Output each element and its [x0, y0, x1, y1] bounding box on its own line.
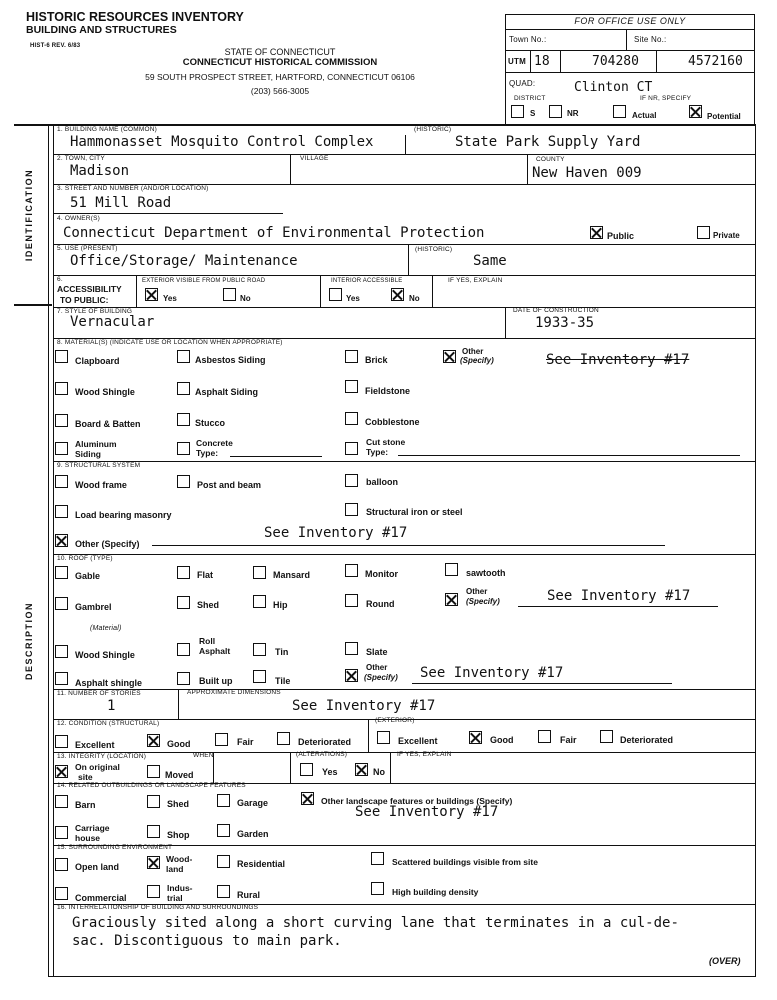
structural-excellent-checkbox[interactable]	[55, 735, 68, 748]
roof-other-value: See Inventory #17	[547, 588, 691, 604]
material-other-checkbox[interactable]	[443, 350, 456, 363]
surrounding-label: 15. SURROUNDING ENVIRONMENT	[57, 844, 173, 851]
utm-zone: 18	[534, 54, 550, 69]
built-up-label: Built up	[199, 676, 233, 686]
commission-phone: (203) 566-3005	[250, 86, 310, 96]
street-value: 51 Mill Road	[70, 195, 172, 211]
construction-date-label: DATE OF CONSTRUCTION	[513, 307, 599, 314]
nr-potential-label: Potential	[707, 112, 741, 121]
structural-other-label: Other (Specify)	[75, 539, 140, 549]
cut-stone-type-label: Type:	[366, 447, 389, 457]
integrity-alterations-label: (ALTERATIONS)	[296, 751, 348, 758]
exterior-deteriorated-checkbox[interactable]	[600, 730, 613, 743]
gable-label: Gable	[75, 571, 101, 581]
round-checkbox[interactable]	[345, 594, 358, 607]
monitor-checkbox[interactable]	[345, 564, 358, 577]
alterations-yes-checkbox[interactable]	[300, 763, 313, 776]
interrelationship-label: 16. INTERRELATIONSHIP OF BUILDING AND SURROUNDINGS	[57, 904, 259, 911]
concrete-label: Concrete	[196, 438, 233, 448]
accessibility-explain-label: IF YES, EXPLAIN	[448, 277, 503, 284]
building-name-common: Hammonasset Mosquito Control Complex	[70, 134, 374, 150]
interrelationship-line-2: sac. Discontiguous to main park.	[72, 933, 342, 949]
exterior-yes-label: Yes	[163, 294, 177, 303]
concrete-type-label: Type:	[196, 448, 219, 458]
hip-checkbox[interactable]	[253, 595, 266, 608]
roll-asphalt-label: Asphalt	[199, 646, 231, 656]
industrial-label: Indus-	[167, 883, 193, 893]
building-name-label: 1. BUILDING NAME (COMMON)	[57, 126, 157, 133]
stories-label: 11. NUMBER OF STORIES	[57, 690, 141, 697]
scattered-buildings-label: Scattered buildings visible from site	[392, 857, 538, 867]
flat-checkbox[interactable]	[177, 566, 190, 579]
alterations-no-checkbox[interactable]	[355, 763, 368, 776]
district-s-label: S	[530, 109, 536, 118]
materials-label: 8. MATERIAL(S) (INDICATE USE OR LOCATION WHEN APPROPRIATE)	[57, 339, 283, 346]
identification-side-label: IDENTIFICATION	[24, 168, 34, 262]
shop-label: Shop	[167, 830, 190, 840]
related-other-value: See Inventory #17	[355, 804, 499, 820]
related-other-label: Other landscape features or buildings (Specify)	[321, 796, 513, 806]
district-nr-label: NR	[567, 109, 579, 118]
sawtooth-checkbox[interactable]	[445, 563, 458, 576]
slate-label: Slate	[366, 647, 388, 657]
roof-type-label: 10. ROOF (TYPE)	[57, 555, 113, 562]
roof-wood-shingle-checkbox[interactable]	[55, 645, 68, 658]
accessibility-label-b: TO PUBLIC:	[60, 295, 109, 305]
commercial-checkbox[interactable]	[55, 887, 68, 900]
utm-northing: 4572160	[688, 54, 743, 69]
public-checkbox[interactable]	[590, 226, 603, 239]
iron-steel-checkbox[interactable]	[345, 503, 358, 516]
tin-label: Tin	[275, 647, 289, 657]
iron-steel-label: Structural iron or steel	[366, 507, 463, 517]
related-other-checkbox[interactable]	[301, 792, 314, 805]
roof-specify-label: (Specify)	[466, 597, 500, 606]
roof-material-other-value: See Inventory #17	[420, 665, 564, 681]
stucco-checkbox[interactable]	[177, 413, 190, 426]
clapboard-label: Clapboard	[75, 356, 120, 366]
condition-structural-label: 12. CONDITION (STRUCTURAL)	[57, 720, 160, 727]
building-historic-label: (HISTORIC)	[414, 126, 452, 133]
woodland-checkbox[interactable]	[147, 856, 160, 869]
structural-excellent-label: Excellent	[75, 740, 115, 750]
accessibility-label: ACCESSIBILITY	[57, 284, 122, 294]
form-code: HIST-6 REV. 6/83	[30, 43, 81, 49]
residential-checkbox[interactable]	[217, 855, 230, 868]
exterior-good-label: Good	[490, 735, 514, 745]
if-nr-label: IF NR, SPECIFY	[640, 95, 692, 102]
nr-actual-label: Actual	[632, 111, 657, 120]
carriage-house-label: Carriage	[75, 823, 110, 833]
office-use-title: FOR OFFICE USE ONLY	[574, 16, 686, 26]
nr-potential-checkbox[interactable]	[689, 105, 702, 118]
interior-no-checkbox[interactable]	[391, 288, 404, 301]
district-nr-checkbox[interactable]	[549, 105, 562, 118]
rural-checkbox[interactable]	[217, 885, 230, 898]
private-label: Private	[713, 231, 740, 240]
exterior-no-checkbox[interactable]	[223, 288, 236, 301]
integrity-label: 13. INTEGRITY (LOCATION)	[57, 753, 147, 760]
structural-deteriorated-label: Deteriorated	[298, 737, 352, 747]
village-label: VILLAGE	[300, 155, 329, 162]
structural-fair-label: Fair	[237, 737, 254, 747]
tile-label: Tile	[275, 676, 291, 686]
structural-other-value: See Inventory #17	[264, 525, 408, 541]
exterior-excellent-label: Excellent	[398, 736, 438, 746]
board-batten-label: Board & Batten	[75, 419, 141, 429]
slate-checkbox[interactable]	[345, 642, 358, 655]
on-original-site-label-b: site	[78, 772, 93, 782]
public-label: Public	[607, 231, 635, 241]
use-historic-value: Same	[473, 253, 507, 269]
material-other-value: See Inventory #17	[546, 352, 690, 368]
use-present-value: Office/Storage/ Maintenance	[70, 253, 298, 269]
use-present-label: 5. USE (PRESENT)	[57, 245, 118, 252]
interior-no-label: No	[409, 294, 420, 303]
garden-checkbox[interactable]	[217, 824, 230, 837]
concrete-checkbox[interactable]	[177, 442, 190, 455]
moved-label: Moved	[165, 770, 194, 780]
on-original-site-checkbox[interactable]	[55, 765, 68, 778]
condition-exterior-label: (EXTERIOR)	[375, 717, 415, 724]
sawtooth-label: sawtooth	[466, 568, 506, 578]
material-specify-label: (Specify)	[460, 356, 494, 365]
description-side-label: DESCRIPTION	[24, 602, 34, 681]
structural-good-checkbox[interactable]	[147, 734, 160, 747]
carriage-house-checkbox[interactable]	[55, 826, 68, 839]
roof-material-other-label: Other	[366, 663, 388, 672]
interior-yes-label: Yes	[346, 294, 360, 303]
structural-deteriorated-checkbox[interactable]	[277, 732, 290, 745]
owner-value: Connecticut Department of Environmental Protection	[63, 225, 485, 241]
exterior-excellent-checkbox[interactable]	[377, 731, 390, 744]
brick-label: Brick	[365, 355, 388, 365]
town-label: 2. TOWN, CITY	[57, 155, 105, 162]
dimensions-label: APPROXIMATE DIMENSIONS	[187, 689, 281, 696]
town-no-label: Town No.:	[509, 35, 547, 44]
exterior-visible-label: EXTERIOR VISIBLE FROM PUBLIC ROAD	[142, 278, 266, 284]
alterations-no-label: No	[373, 767, 385, 777]
commission-address: 59 SOUTH PROSPECT STREET, HARTFORD, CONNECTICUT 06106	[145, 72, 415, 82]
exterior-yes-checkbox[interactable]	[145, 288, 158, 301]
roof-material-label: (Material)	[90, 625, 122, 632]
monitor-label: Monitor	[365, 569, 398, 579]
roof-material-other-checkbox[interactable]	[345, 669, 358, 682]
style-label: 7. STYLE OF BUILDING	[57, 308, 133, 315]
roll-asphalt-checkbox[interactable]	[177, 643, 190, 656]
private-checkbox[interactable]	[697, 226, 710, 239]
material-other-label: Other	[462, 347, 484, 356]
structural-fair-checkbox[interactable]	[215, 733, 228, 746]
nr-actual-checkbox[interactable]	[613, 105, 626, 118]
building-name-historic: State Park Supply Yard	[455, 134, 641, 150]
utm-easting: 704280	[592, 54, 639, 69]
barn-label: Barn	[75, 800, 96, 810]
roof-shed-checkbox[interactable]	[177, 596, 190, 609]
barn-checkbox[interactable]	[55, 795, 68, 808]
cut-stone-label: Cut stone	[366, 437, 406, 447]
built-up-checkbox[interactable]	[177, 672, 190, 685]
tin-checkbox[interactable]	[253, 643, 266, 656]
form-subtitle: BUILDING AND STRUCTURES	[26, 24, 177, 36]
cobblestone-label: Cobblestone	[365, 417, 420, 427]
exterior-deteriorated-label: Deteriorated	[620, 735, 674, 745]
owner-label: 4. OWNER(S)	[57, 215, 101, 222]
form-title: HISTORIC RESOURCES INVENTORY	[26, 10, 244, 24]
exterior-fair-label: Fair	[560, 735, 577, 745]
woodland-label: Wood-	[166, 854, 193, 864]
industrial-label-b: trial	[167, 893, 183, 903]
garage-label: Garage	[237, 798, 269, 808]
asphalt-siding-checkbox[interactable]	[177, 382, 190, 395]
structural-other-checkbox[interactable]	[55, 534, 68, 547]
exterior-fair-checkbox[interactable]	[538, 730, 551, 743]
scattered-buildings-checkbox[interactable]	[371, 852, 384, 865]
related-shed-label: Shed	[167, 799, 190, 809]
tile-checkbox[interactable]	[253, 670, 266, 683]
exterior-good-checkbox[interactable]	[469, 731, 482, 744]
asbestos-siding-label: Asbestos Siding	[195, 355, 266, 365]
gable-checkbox[interactable]	[55, 566, 68, 579]
alterations-yes-label: Yes	[322, 767, 338, 777]
exterior-no-label: No	[240, 294, 251, 303]
fieldstone-checkbox[interactable]	[345, 380, 358, 393]
mansard-checkbox[interactable]	[253, 566, 266, 579]
district-label: DISTRICT	[514, 95, 546, 102]
roof-other-checkbox[interactable]	[445, 593, 458, 606]
style-value: Vernacular	[70, 314, 155, 330]
carriage-house-label-b: house	[75, 833, 101, 843]
district-s-checkbox[interactable]	[511, 105, 524, 118]
interior-yes-checkbox[interactable]	[329, 288, 342, 301]
construction-date-value: 1933-35	[535, 315, 595, 331]
open-land-checkbox[interactable]	[55, 858, 68, 871]
integrity-when-label: WHEN	[193, 752, 214, 759]
open-land-label: Open land	[75, 862, 120, 872]
aluminum-siding-checkbox[interactable]	[55, 442, 68, 455]
round-label: Round	[366, 599, 395, 609]
roof-wood-shingle-label: Wood Shingle	[75, 650, 135, 660]
commercial-label: Commercial	[75, 893, 127, 903]
structural-label: 9. STRUCTURAL SYSTEM	[57, 462, 141, 469]
accessibility-number: 6.	[57, 276, 63, 283]
garage-checkbox[interactable]	[217, 794, 230, 807]
balloon-label: balloon	[366, 477, 398, 487]
quad-label: QUAD:	[509, 79, 536, 88]
county-label: COUNTY	[536, 156, 565, 163]
gambrel-label: Gambrel	[75, 602, 112, 612]
stucco-label: Stucco	[195, 418, 226, 428]
commission-name: CONNECTICUT HISTORICAL COMMISSION	[182, 57, 378, 68]
over-note: (OVER)	[709, 956, 741, 966]
cut-stone-checkbox[interactable]	[345, 442, 358, 455]
interior-accessible-label: INTERIOR ACCESSIBLE	[331, 278, 403, 284]
clapboard-checkbox[interactable]	[55, 350, 68, 363]
aluminum-siding-label: Siding	[75, 449, 101, 459]
quad-value: Clinton CT	[574, 80, 653, 95]
roof-material-specify-label: (Specify)	[364, 673, 398, 682]
mansard-label: Mansard	[273, 570, 311, 580]
garden-label: Garden	[237, 829, 269, 839]
asphalt-shingle-label: Asphalt shingle	[75, 678, 143, 688]
gambrel-checkbox[interactable]	[55, 597, 68, 610]
asphalt-shingle-checkbox[interactable]	[55, 672, 68, 685]
residential-label: Residential	[237, 859, 286, 869]
interrelationship-line-1: Graciously sited along a short curving lane that terminates in a cul-de-	[72, 915, 679, 931]
flat-label: Flat	[197, 570, 214, 580]
structural-good-label: Good	[167, 739, 191, 749]
wood-shingle-label: Wood Shingle	[75, 387, 135, 397]
moved-checkbox[interactable]	[147, 765, 160, 778]
county-value: New Haven 009	[532, 165, 642, 181]
woodland-label-b: land	[166, 864, 184, 874]
related-features-label: 14. RELATED OUTBUILDINGS OR LANDSCAPE FEATURES	[57, 782, 246, 789]
fieldstone-label: Fieldstone	[365, 386, 411, 396]
shop-checkbox[interactable]	[147, 825, 160, 838]
brick-checkbox[interactable]	[345, 350, 358, 363]
roll-label: Roll	[199, 636, 216, 646]
load-bearing-checkbox[interactable]	[55, 505, 68, 518]
hip-label: Hip	[273, 600, 288, 610]
high-density-checkbox[interactable]	[371, 882, 384, 895]
board-batten-checkbox[interactable]	[55, 414, 68, 427]
wood-shingle-checkbox[interactable]	[55, 382, 68, 395]
wood-frame-checkbox[interactable]	[55, 475, 68, 488]
load-bearing-label: Load bearing masonry	[75, 510, 172, 520]
industrial-checkbox[interactable]	[147, 885, 160, 898]
street-label: 3. STREET AND NUMBER (AND/OR LOCATION)	[57, 185, 209, 192]
dimensions-value: See Inventory #17	[292, 698, 436, 714]
integrity-explain-label: IF YES, EXPLAIN	[397, 751, 452, 758]
related-shed-checkbox[interactable]	[147, 795, 160, 808]
asbestos-siding-checkbox[interactable]	[177, 350, 190, 363]
post-beam-label: Post and beam	[197, 480, 262, 490]
roof-shed-label: Shed	[197, 600, 220, 610]
roof-other-label: Other	[466, 587, 488, 596]
wood-frame-label: Wood frame	[75, 480, 127, 490]
balloon-checkbox[interactable]	[345, 474, 358, 487]
town-value: Madison	[70, 163, 130, 179]
utm-label: UTM	[508, 57, 526, 66]
asphalt-siding-label: Asphalt Siding	[195, 387, 258, 397]
use-historic-label: (HISTORIC)	[415, 246, 453, 253]
stories-value: 1	[107, 698, 116, 714]
cobblestone-checkbox[interactable]	[345, 412, 358, 425]
on-original-site-label: On original	[75, 762, 120, 772]
rural-label: Rural	[237, 890, 261, 900]
site-no-label: Site No.:	[634, 35, 667, 44]
high-density-label: High building density	[392, 887, 479, 897]
state-name: STATE OF CONNECTICUT	[224, 47, 336, 57]
post-beam-checkbox[interactable]	[177, 475, 190, 488]
aluminum-label: Aluminum	[75, 439, 117, 449]
office-use-box	[505, 14, 755, 126]
